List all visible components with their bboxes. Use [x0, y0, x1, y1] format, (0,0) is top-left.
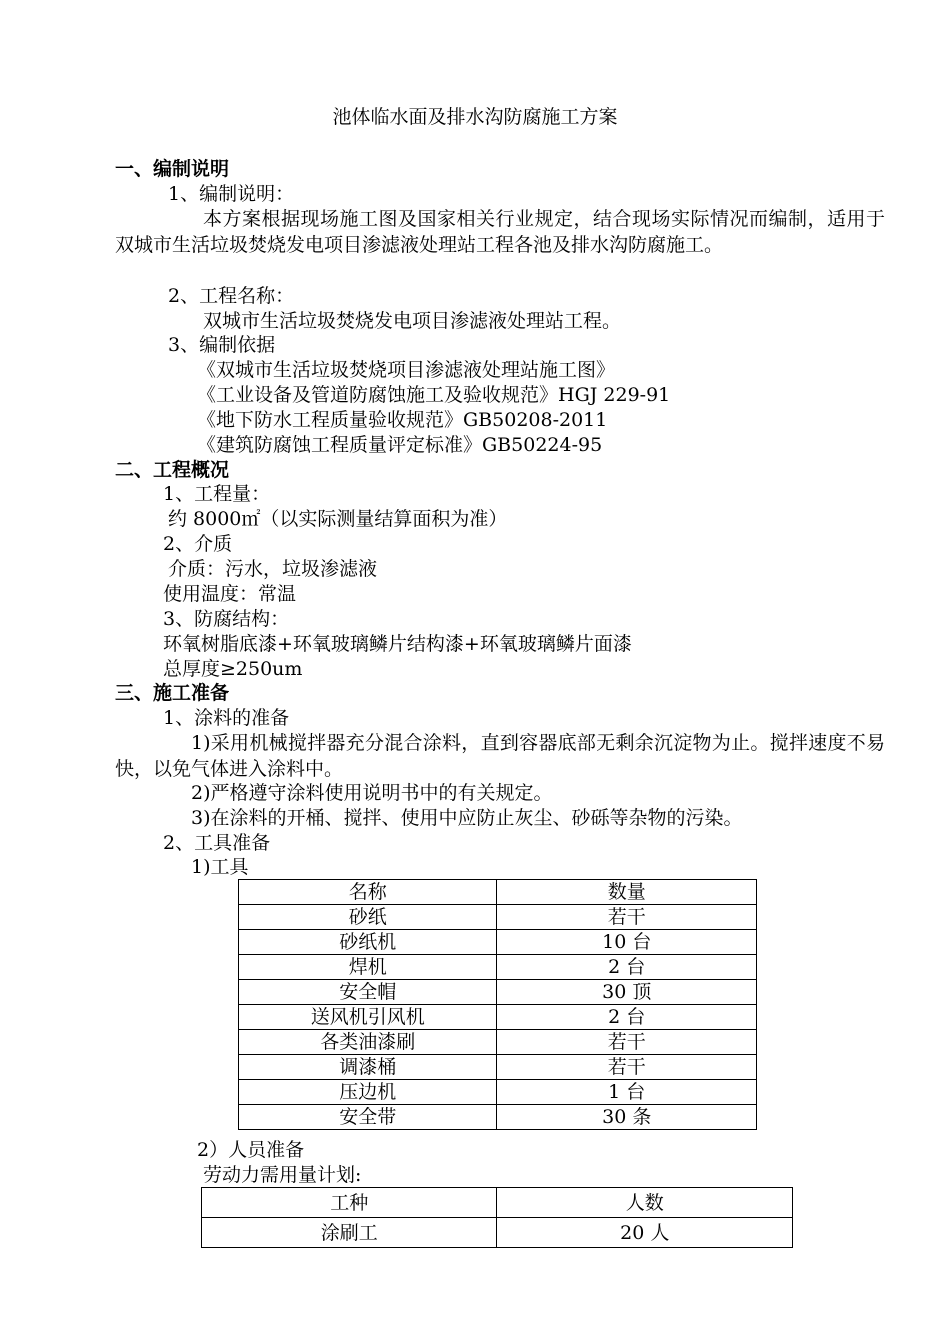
headcount-cell: 20 人 [497, 1218, 793, 1248]
temperature-text: 使用温度：常温 [163, 583, 297, 605]
section-2-heading: 二、工程概况 [115, 459, 230, 481]
tool-qty-cell: 2 台 [497, 1005, 757, 1030]
tools-table [238, 879, 757, 1130]
section-2-item-2-label: 2、介质 [163, 533, 233, 555]
section-1-item-1-label: 1、编制说明： [168, 183, 295, 205]
table-row [239, 1080, 757, 1105]
tool-qty-cell: 30 条 [497, 1105, 757, 1130]
table-header-cell: 人数 [497, 1188, 793, 1218]
tool-qty-cell: 若干 [497, 905, 757, 930]
tool-name-cell: 压边机 [239, 1080, 497, 1105]
basis-item: 《双城市生活垃圾焚烧项目渗滤液处理站施工图》 [197, 359, 616, 381]
total-thickness: 总厚度≥250um [163, 658, 303, 680]
table-row [239, 955, 757, 980]
section-1-item-1-text: 本方案根据现场施工图及国家相关行业规定，结合现场实际情况而编制，适用于双城市生活垃圾焚烧发电项目渗滤液处理站工程各池及排水沟防腐施工。 [115, 208, 885, 256]
table-header-cell: 名称 [239, 880, 497, 905]
tool-qty-cell: 10 台 [497, 930, 757, 955]
section-1-item-3-label: 3、编制依据 [168, 334, 276, 356]
section-1-item-2-label: 2、工程名称： [168, 285, 295, 307]
tool-name-cell: 砂纸机 [239, 930, 497, 955]
paint-prep-item: 1)采用机械搅拌器充分混合涂料，直到容器底部无剩余沉淀物为止。搅拌速度不易快，以免气体进入涂料中。 [115, 732, 885, 780]
table-header-row [202, 1188, 793, 1218]
section-3-heading: 三、施工准备 [115, 682, 230, 704]
tool-name-cell: 安全带 [239, 1105, 497, 1130]
tool-qty-cell: 若干 [497, 1030, 757, 1055]
table-row [202, 1218, 793, 1248]
tool-name-cell: 砂纸 [239, 905, 497, 930]
section-3-item-1-label: 1、涂料的准备 [163, 707, 290, 729]
table-row [239, 930, 757, 955]
medium-text: 介质：污水，垃圾渗滤液 [168, 558, 378, 580]
table-header-row [239, 880, 757, 905]
basis-item: 《建筑防腐蚀工程质量评定标准》GB50224-95 [197, 434, 603, 456]
tools-label: 1)工具 [191, 856, 249, 878]
tool-name-cell: 送风机引风机 [239, 1005, 497, 1030]
labor-table [201, 1187, 793, 1248]
tool-qty-cell: 1 台 [497, 1080, 757, 1105]
tool-name-cell: 各类油漆刷 [239, 1030, 497, 1055]
tool-name-cell: 焊机 [239, 955, 497, 980]
table-row [239, 1030, 757, 1055]
table-row [239, 905, 757, 930]
basis-item: 《工业设备及管道防腐蚀施工及验收规范》HGJ 229-91 [197, 384, 671, 406]
job-type-cell: 涂刷工 [202, 1218, 497, 1248]
basis-item: 《地下防水工程质量验收规范》GB50208-2011 [197, 409, 608, 431]
tool-qty-cell: 若干 [497, 1055, 757, 1080]
table-row [239, 1005, 757, 1030]
tool-qty-cell: 30 顶 [497, 980, 757, 1005]
section-1-heading: 一、编制说明 [115, 158, 230, 180]
table-row [239, 980, 757, 1005]
tool-name-cell: 安全帽 [239, 980, 497, 1005]
table-row [239, 1055, 757, 1080]
document-title: 池体临水面及排水沟防腐施工方案 [332, 106, 618, 128]
project-name: 双城市生活垃圾焚烧发电项目渗滤液处理站工程。 [203, 310, 622, 332]
table-header-cell: 工种 [202, 1188, 497, 1218]
labor-plan-label: 劳动力需用量计划: [203, 1164, 362, 1186]
section-2-item-3-label: 3、防腐结构： [163, 608, 290, 630]
tool-name-cell: 调漆桶 [239, 1055, 497, 1080]
table-header-cell: 数量 [497, 880, 757, 905]
paint-prep-item: 3)在涂料的开桶、搅拌、使用中应防止灰尘、砂砾等杂物的污染。 [191, 807, 743, 829]
table-row [239, 1105, 757, 1130]
section-2-item-1-label: 1、工程量： [163, 483, 271, 505]
anticorrosion-structure: 环氧树脂底漆+环氧玻璃鳞片结构漆+环氧玻璃鳞片面漆 [163, 633, 632, 655]
tool-qty-cell: 2 台 [497, 955, 757, 980]
section-3-item-2-label: 2、工具准备 [163, 832, 271, 854]
staff-label: 2）人员准备 [197, 1139, 305, 1161]
work-quantity: 约 8000㎡（以实际测量结算面积为准） [168, 508, 508, 530]
paint-prep-item: 2)严格遵守涂料使用说明书中的有关规定。 [191, 782, 553, 804]
